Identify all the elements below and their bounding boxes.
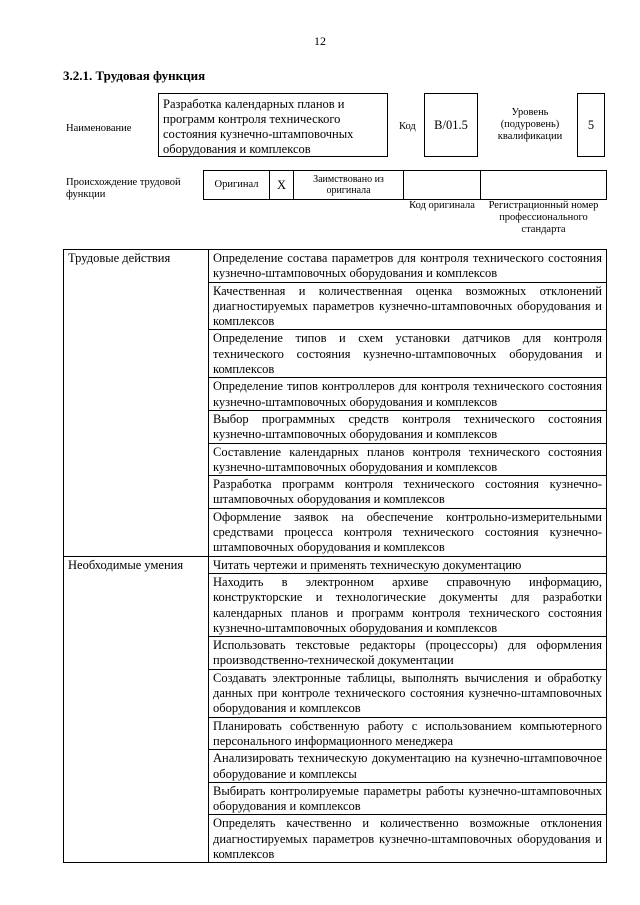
page-number: 12 xyxy=(314,34,326,48)
borrowed-cell: Заимствовано из оригинала xyxy=(293,170,404,200)
list-item: Составление календарных планов контроля технического состояния кузнечно-штамповочных оборудования и комплексов xyxy=(209,443,607,476)
name-label: Наименование xyxy=(66,123,132,134)
section-title-required-skills: Необходимые умения xyxy=(64,556,209,863)
function-name-box: Разработка календарных планов и программ контроля технического состояния кузнечно-штамповочных оборудования и комплексов xyxy=(158,93,388,157)
function-table xyxy=(63,249,607,863)
reg-number-cell xyxy=(480,170,607,200)
list-item: Качественная и количественная оценка возможных отклонений диагностируемых параметров кузнечно-штамповочных оборудования и комплексов xyxy=(209,282,607,330)
list-item: Анализировать техническую документацию на кузнечно-штамповочное оборудование и комплексы xyxy=(209,750,607,783)
list-item: Использовать текстовые редакторы (процессоры) для оформления производственно-технической документации xyxy=(209,637,607,670)
table-row xyxy=(64,250,607,283)
original-cell: Оригинал xyxy=(203,170,270,200)
origin-row xyxy=(203,170,607,200)
list-item: Определять качественно и количественно возможные отклонения диагностируемых параметров кузнечно-штамповочных оборудования и комплексов xyxy=(209,815,607,863)
list-item: Выбирать контролируемые параметры работы кузнечно-штамповочных оборудования и комплексов xyxy=(209,782,607,815)
original-mark-cell: X xyxy=(269,170,294,200)
table-row xyxy=(64,556,607,573)
list-item: Оформление заявок на обеспечение контрольно-измерительными средствами процесса контроля технического состояния кузнечно-штамповочных оборудования и комплексов xyxy=(209,508,607,556)
list-item: Определение типов контроллеров для контроля технического состояния кузнечно-штамповочных оборудования и комплексов xyxy=(209,378,607,411)
code-label: Код xyxy=(399,121,416,132)
list-item: Определение состава параметров для контроля технического состояния кузнечно-штамповочных оборудования и комплексов xyxy=(209,250,607,283)
list-item: Определение типов и схем установки датчиков для контроля технического состояния кузнечно-штамповочных оборудования и комплексов xyxy=(209,330,607,378)
list-item: Выбор программных средств контроля технического состояния кузнечно-штамповочных оборудования и комплексов xyxy=(209,410,607,443)
code-orig-label: Код оригинала xyxy=(409,200,475,211)
section-title-labor-actions: Трудовые действия xyxy=(64,250,209,557)
list-item: Находить в электронном архиве справочную информацию, конструкторские и технологические документы для разработки календарных планов и программ контроля технического состояния кузнечно-штамповочных оборудования и комплексов xyxy=(209,573,607,636)
level-label: Уровень (подуровень) квалификации xyxy=(497,107,563,142)
list-item: Читать чертежи и применять техническую документацию xyxy=(209,556,607,573)
reg-number-label: Регистрационный номер профессионального стандарта xyxy=(488,200,599,235)
code-value-box: B/01.5 xyxy=(424,93,478,157)
code-orig-cell xyxy=(403,170,481,200)
list-item: Создавать электронные таблицы, выполнять вычисления и обработку данных при контроле технического состояния кузнечно-штамповочных оборудования и комплексов xyxy=(209,669,607,717)
list-item: Планировать собственную работу с использованием компьютерного персонального информационного менеджера xyxy=(209,717,607,750)
origin-label: Происхождение трудовой функции xyxy=(66,177,181,200)
level-value-box: 5 xyxy=(577,93,605,157)
list-item: Разработка программ контроля технического состояния кузнечно-штамповочных оборудования и комплексов xyxy=(209,476,607,509)
section-title: 3.2.1. Трудовая функция xyxy=(63,68,206,83)
